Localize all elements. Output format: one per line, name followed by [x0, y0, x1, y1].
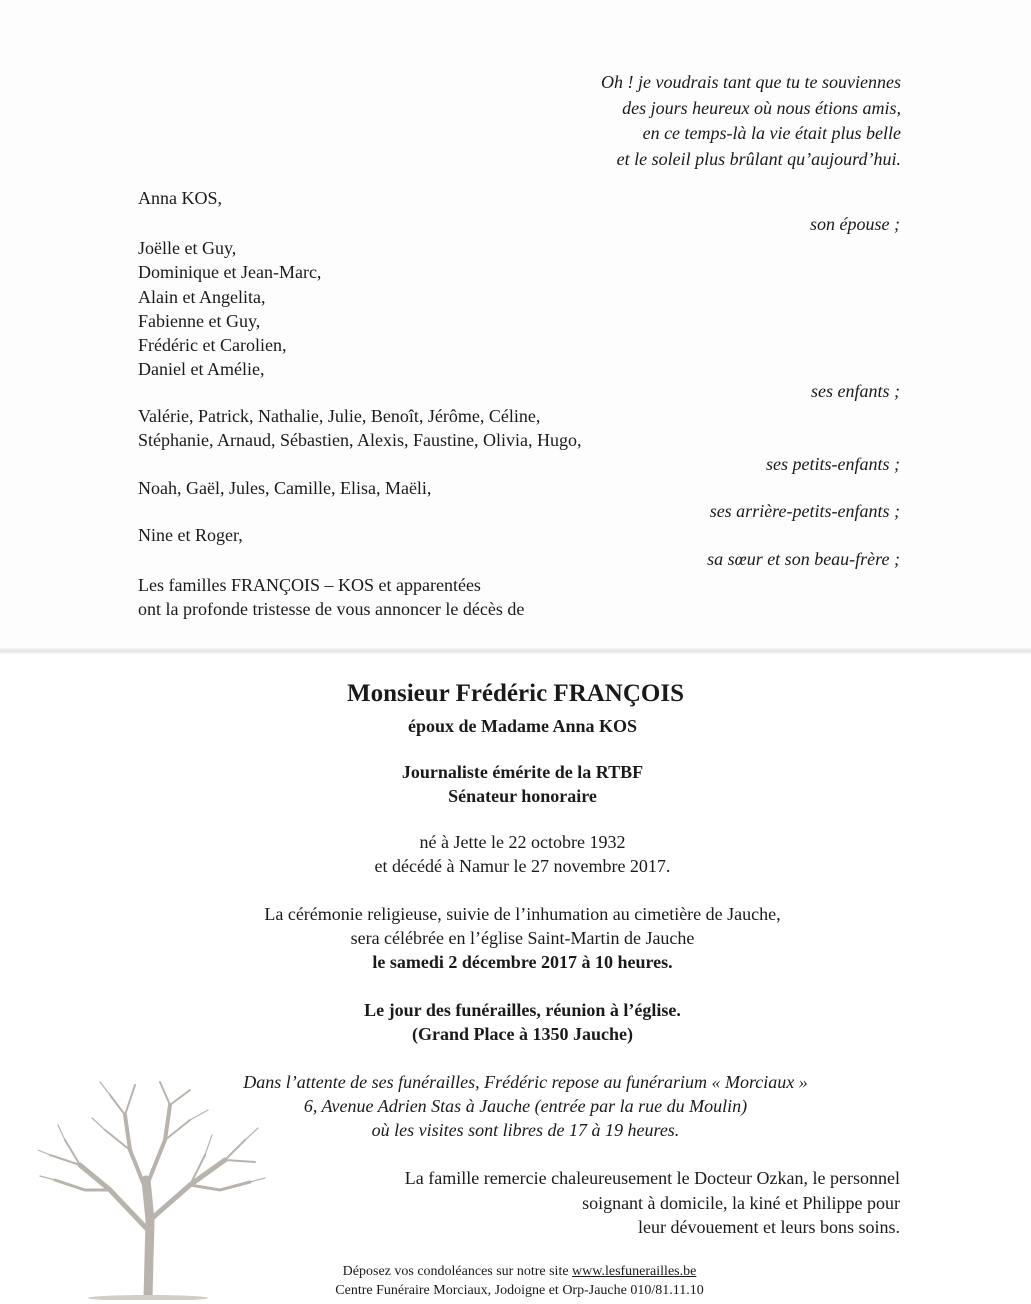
fold-line: [0, 648, 1031, 654]
thanks-line: La famille remercie chaleureusement le Docteur Ozkan, le personnel: [404, 1168, 900, 1188]
website-link[interactable]: www.lesfunerailles.be: [572, 1264, 697, 1279]
grandchildren-role: ses petits-enfants ;: [766, 454, 900, 474]
spouse-name: Anna KOS,: [138, 188, 222, 208]
children-role: ses enfants ;: [811, 381, 900, 401]
great-grandchildren-role: ses arrière-petits-enfants ;: [709, 501, 900, 521]
great-grandchildren-list: Noah, Gaël, Jules, Camille, Elisa, Maëli,: [138, 478, 432, 498]
poem-line: des jours heureux où nous étions amis,: [622, 97, 901, 118]
deceased-spouse: époux de Madame Anna KOS: [407, 716, 638, 736]
poem-line: Oh ! je voudrais tant que tu te souviennes: [601, 72, 901, 92]
rest-line-3: où les visites sont libres de 17 à 19 heures.: [371, 1120, 680, 1140]
children-list: [138, 236, 321, 382]
thanks-block: [300, 1166, 900, 1240]
funeral-center-line: Centre Funéraire Morciaux, Jodoigne et Orp-Jauche 010/81.11.10: [335, 1283, 704, 1298]
announcement-line: ont la profonde tristesse de vous annoncer le décès de: [138, 599, 525, 620]
child-entry: Alain et Angelita,: [138, 286, 266, 307]
birth-line: né à Jette le 22 octobre 1932: [419, 832, 626, 852]
child-entry: Joëlle et Guy,: [138, 238, 237, 258]
announcement-line: Les familles FRANÇOIS – KOS et apparentées: [138, 575, 481, 595]
grandchildren-line: Stéphanie, Arnaud, Sébastien, Alexis, Faustine, Olivia, Hugo,: [138, 430, 582, 451]
poem-line: et le soleil plus brûlant qu’aujourd’hui.: [616, 148, 901, 169]
grandchildren-line: Valérie, Patrick, Nathalie, Julie, Benoît, Jérôme, Céline,: [138, 406, 541, 426]
announcement: [138, 573, 524, 622]
death-line: et décédé à Namur le 27 novembre 2017.: [374, 856, 671, 876]
poem: [381, 70, 901, 172]
poem-line: en ce temps-là la vie était plus belle: [642, 123, 901, 143]
condolences-line: [4, 1264, 1031, 1280]
rest-line-1: Dans l’attente de ses funérailles, Frédéric repose au funérarium « Morciaux »: [243, 1072, 808, 1092]
meeting-line-2: (Grand Place à 1350 Jauche): [412, 1024, 633, 1044]
thanks-line: soignant à domicile, la kiné et Philippe pour: [582, 1192, 900, 1213]
child-entry: Daniel et Amélie,: [138, 359, 265, 380]
deceased-title-2: Sénateur honoraire: [448, 786, 597, 806]
ceremony-line-1: La cérémonie religieuse, suivie de l’inhumation au cimetière de Jauche,: [264, 904, 781, 924]
deceased-title-1: Journaliste émérite de la RTBF: [401, 762, 644, 782]
ceremony-line-2: sera célébrée en l’église Saint-Martin de Jauche: [350, 928, 695, 948]
grandchildren-list: [138, 404, 581, 453]
deceased-name: Monsieur Frédéric FRANÇOIS: [347, 680, 684, 707]
ceremony-date: le samedi 2 décembre 2017 à 10 heures.: [372, 952, 673, 972]
condolences-text: Déposez vos condoléances sur notre site: [342, 1264, 573, 1279]
meeting-line-1: Le jour des funérailles, réunion à l’église.: [364, 1000, 681, 1020]
rest-line-2: 6, Avenue Adrien Stas à Jauche (entrée par la rue du Moulin): [303, 1096, 748, 1116]
child-entry: Fabienne et Guy,: [138, 310, 261, 331]
thanks-line: leur dévouement et leurs bons soins.: [638, 1217, 900, 1237]
sibling-role: sa sœur et son beau-frère ;: [707, 549, 900, 569]
child-entry: Frédéric et Carolien,: [138, 335, 287, 356]
child-entry: Dominique et Jean-Marc,: [138, 262, 322, 283]
sibling-names: Nine et Roger,: [138, 525, 243, 545]
spouse-role: son épouse ;: [810, 214, 900, 234]
